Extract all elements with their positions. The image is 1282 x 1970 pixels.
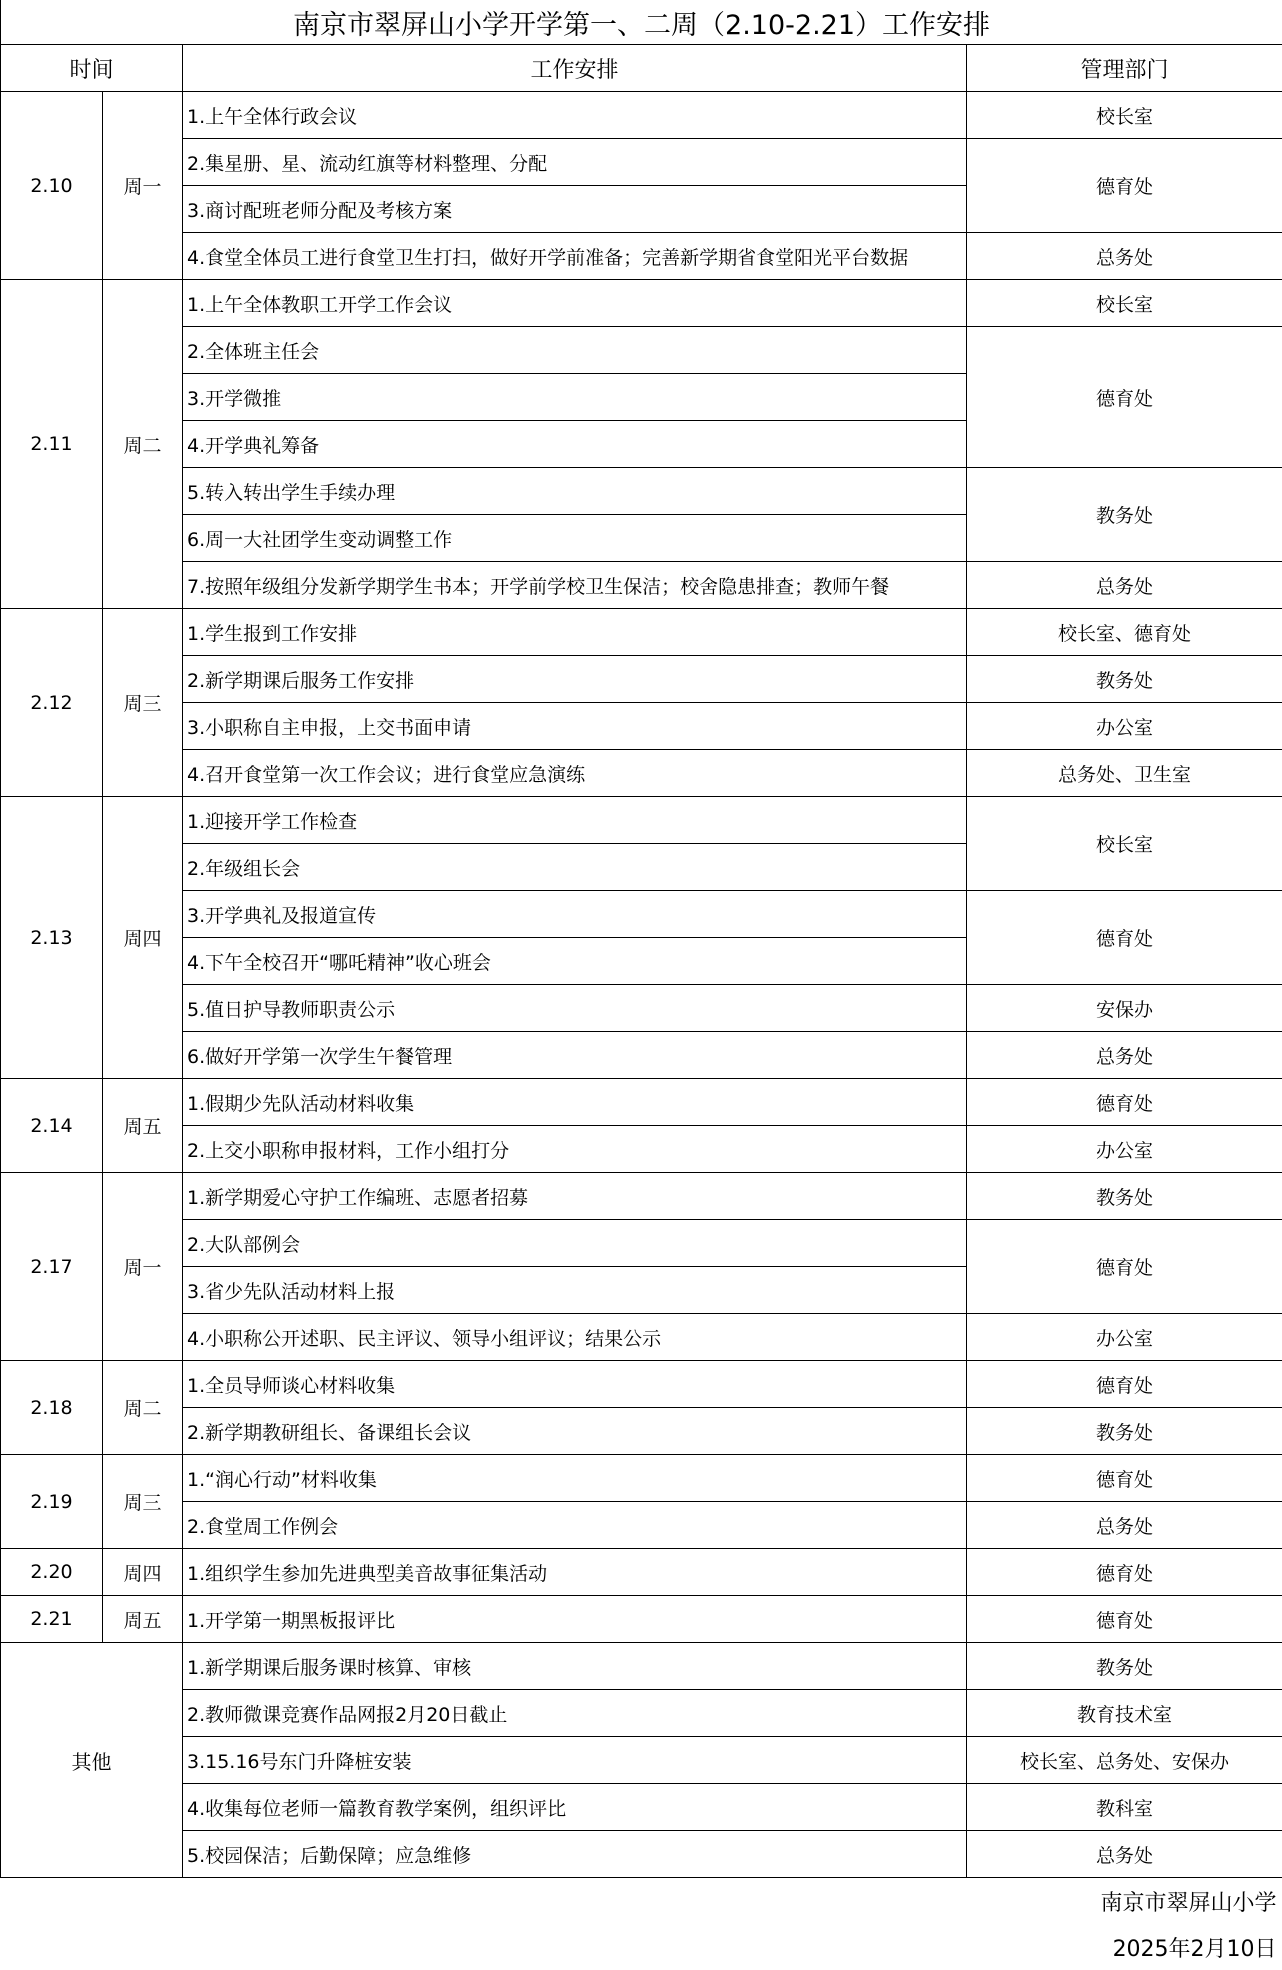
schedule-row (1, 1126, 1282, 1173)
other-row (1, 1784, 1282, 1831)
footer-date: 2025年2月10日 (1, 1924, 1282, 1970)
weekday-cell: 周一 (103, 92, 183, 280)
dept-cell: 校长室 (967, 92, 1282, 139)
task-cell: 1.新学期爱心守护工作编班、志愿者招募 (183, 1173, 967, 1220)
header-dept: 管理部门 (967, 45, 1282, 92)
task-cell: 2.大队部例会 (183, 1220, 967, 1267)
dept-cell: 德育处 (967, 891, 1282, 985)
other-row (1, 1643, 1282, 1690)
schedule-row (1, 139, 1282, 186)
dept-cell: 办公室 (967, 703, 1282, 750)
schedule-row (1, 1032, 1282, 1079)
task-cell: 5.校园保洁；后勤保障；应急维修 (183, 1831, 967, 1878)
schedule-row (1, 797, 1282, 844)
task-cell: 1.假期少先队活动材料收集 (183, 1079, 967, 1126)
date-cell: 2.19 (1, 1455, 103, 1549)
dept-cell: 德育处 (967, 1361, 1282, 1408)
task-cell: 3.开学典礼及报道宣传 (183, 891, 967, 938)
schedule-row (1, 280, 1282, 327)
task-cell: 1.全员导师谈心材料收集 (183, 1361, 967, 1408)
other-row (1, 1831, 1282, 1878)
weekday-cell: 周二 (103, 1361, 183, 1455)
weekday-cell: 周五 (103, 1079, 183, 1173)
task-cell: 3.小职称自主申报，上交书面申请 (183, 703, 967, 750)
footer-row (1, 1924, 1282, 1970)
task-cell: 2.教师微课竞赛作品网报2月20日截止 (183, 1690, 967, 1737)
dept-cell: 教育技术室 (967, 1690, 1282, 1737)
dept-cell: 总务处 (967, 562, 1282, 609)
dept-cell: 教务处 (967, 1173, 1282, 1220)
dept-cell: 校长室、总务处、安保办 (967, 1737, 1282, 1784)
schedule-row (1, 468, 1282, 515)
dept-cell: 总务处 (967, 1032, 1282, 1079)
dept-cell: 教务处 (967, 1408, 1282, 1455)
schedule-row (1, 985, 1282, 1032)
task-cell: 6.做好开学第一次学生午餐管理 (183, 1032, 967, 1079)
footer-row (1, 1878, 1282, 1925)
weekday-cell: 周五 (103, 1596, 183, 1643)
schedule-row (1, 233, 1282, 280)
task-cell: 4.小职称公开述职、民主评议、领导小组评议；结果公示 (183, 1314, 967, 1361)
task-cell: 1.组织学生参加先进典型美音故事征集活动 (183, 1549, 967, 1596)
date-cell: 2.13 (1, 797, 103, 1079)
dept-cell: 教科室 (967, 1784, 1282, 1831)
task-cell: 1.“润心行动”材料收集 (183, 1455, 967, 1502)
dept-cell: 教务处 (967, 1643, 1282, 1690)
dept-cell: 校长室、德育处 (967, 609, 1282, 656)
dept-cell: 校长室 (967, 797, 1282, 891)
weekday-cell: 周四 (103, 797, 183, 1079)
dept-cell: 德育处 (967, 1596, 1282, 1643)
schedule-row (1, 1220, 1282, 1267)
task-cell: 4.收集每位老师一篇教育教学案例，组织评比 (183, 1784, 967, 1831)
task-cell: 1.新学期课后服务课时核算、审核 (183, 1643, 967, 1690)
dept-cell: 德育处 (967, 139, 1282, 233)
schedule-row (1, 1455, 1282, 1502)
schedule-row (1, 1173, 1282, 1220)
dept-cell: 德育处 (967, 1220, 1282, 1314)
task-cell: 2.集星册、星、流动红旗等材料整理、分配 (183, 139, 967, 186)
task-cell: 2.年级组长会 (183, 844, 967, 891)
schedule-row (1, 891, 1282, 938)
dept-cell: 总务处 (967, 233, 1282, 280)
date-cell: 2.14 (1, 1079, 103, 1173)
date-cell: 2.12 (1, 609, 103, 797)
schedule-row (1, 609, 1282, 656)
task-cell: 2.新学期课后服务工作安排 (183, 656, 967, 703)
dept-cell: 德育处 (967, 1549, 1282, 1596)
task-cell: 3.省少先队活动材料上报 (183, 1267, 967, 1314)
footer-school: 南京市翠屏山小学 (1, 1878, 1282, 1925)
schedule-row (1, 656, 1282, 703)
date-cell: 2.17 (1, 1173, 103, 1361)
task-cell: 6.周一大社团学生变动调整工作 (183, 515, 967, 562)
task-cell: 3.开学微推 (183, 374, 967, 421)
task-cell: 4.召开食堂第一次工作会议；进行食堂应急演练 (183, 750, 967, 797)
task-cell: 2.上交小职称申报材料，工作小组打分 (183, 1126, 967, 1173)
schedule-row (1, 562, 1282, 609)
weekday-cell: 周三 (103, 1455, 183, 1549)
task-cell: 1.开学第一期黑板报评比 (183, 1596, 967, 1643)
task-cell: 2.全体班主任会 (183, 327, 967, 374)
date-cell: 2.21 (1, 1596, 103, 1643)
date-cell: 2.18 (1, 1361, 103, 1455)
dept-cell: 安保办 (967, 985, 1282, 1032)
task-cell: 4.开学典礼筹备 (183, 421, 967, 468)
task-cell: 1.学生报到工作安排 (183, 609, 967, 656)
dept-cell: 办公室 (967, 1126, 1282, 1173)
schedule-row (1, 1314, 1282, 1361)
other-row (1, 1737, 1282, 1784)
task-cell: 1.上午全体教职工开学工作会议 (183, 280, 967, 327)
schedule-row (1, 1079, 1282, 1126)
title-row (1, 0, 1282, 45)
weekday-cell: 周二 (103, 280, 183, 609)
dept-cell: 校长室 (967, 280, 1282, 327)
schedule-row (1, 1408, 1282, 1455)
date-cell: 2.11 (1, 280, 103, 609)
schedule-row (1, 92, 1282, 139)
date-cell: 2.10 (1, 92, 103, 280)
dept-cell: 办公室 (967, 1314, 1282, 1361)
task-cell: 2.食堂周工作例会 (183, 1502, 967, 1549)
task-cell: 5.转入转出学生手续办理 (183, 468, 967, 515)
dept-cell: 德育处 (967, 1079, 1282, 1126)
header-time: 时间 (1, 45, 183, 92)
schedule-row (1, 1502, 1282, 1549)
task-cell: 2.新学期教研组长、备课组长会议 (183, 1408, 967, 1455)
dept-cell: 总务处、卫生室 (967, 750, 1282, 797)
task-cell: 4.食堂全体员工进行食堂卫生打扫，做好开学前准备；完善新学期省食堂阳光平台数据 (183, 233, 967, 280)
task-cell: 1.上午全体行政会议 (183, 92, 967, 139)
dept-cell: 教务处 (967, 468, 1282, 562)
weekday-cell: 周三 (103, 609, 183, 797)
task-cell: 7.按照年级组分发新学期学生书本；开学前学校卫生保洁；校舍隐患排查；教师午餐 (183, 562, 967, 609)
schedule-row (1, 1596, 1282, 1643)
dept-cell: 教务处 (967, 656, 1282, 703)
task-cell: 3.商讨配班老师分配及考核方案 (183, 186, 967, 233)
dept-cell: 德育处 (967, 327, 1282, 468)
schedule-row (1, 1549, 1282, 1596)
schedule-row (1, 1361, 1282, 1408)
header-row (1, 45, 1282, 92)
date-cell: 2.20 (1, 1549, 103, 1596)
task-cell: 5.值日护导教师职责公示 (183, 985, 967, 1032)
schedule-row (1, 327, 1282, 374)
other-row (1, 1690, 1282, 1737)
task-cell: 1.迎接开学工作检查 (183, 797, 967, 844)
weekday-cell: 周四 (103, 1549, 183, 1596)
other-label-cell: 其他 (1, 1643, 183, 1878)
schedule-row (1, 750, 1282, 797)
dept-cell: 总务处 (967, 1502, 1282, 1549)
weekday-cell: 周一 (103, 1173, 183, 1361)
header-work: 工作安排 (183, 45, 967, 92)
task-cell: 3.15.16号东门升降桩安装 (183, 1737, 967, 1784)
dept-cell: 德育处 (967, 1455, 1282, 1502)
task-cell: 4.下午全校召开“哪吒精神”收心班会 (183, 938, 967, 985)
page-title: 南京市翠屏山小学开学第一、二周（2.10-2.21）工作安排 (1, 0, 1282, 45)
schedule-row (1, 703, 1282, 750)
dept-cell: 总务处 (967, 1831, 1282, 1878)
